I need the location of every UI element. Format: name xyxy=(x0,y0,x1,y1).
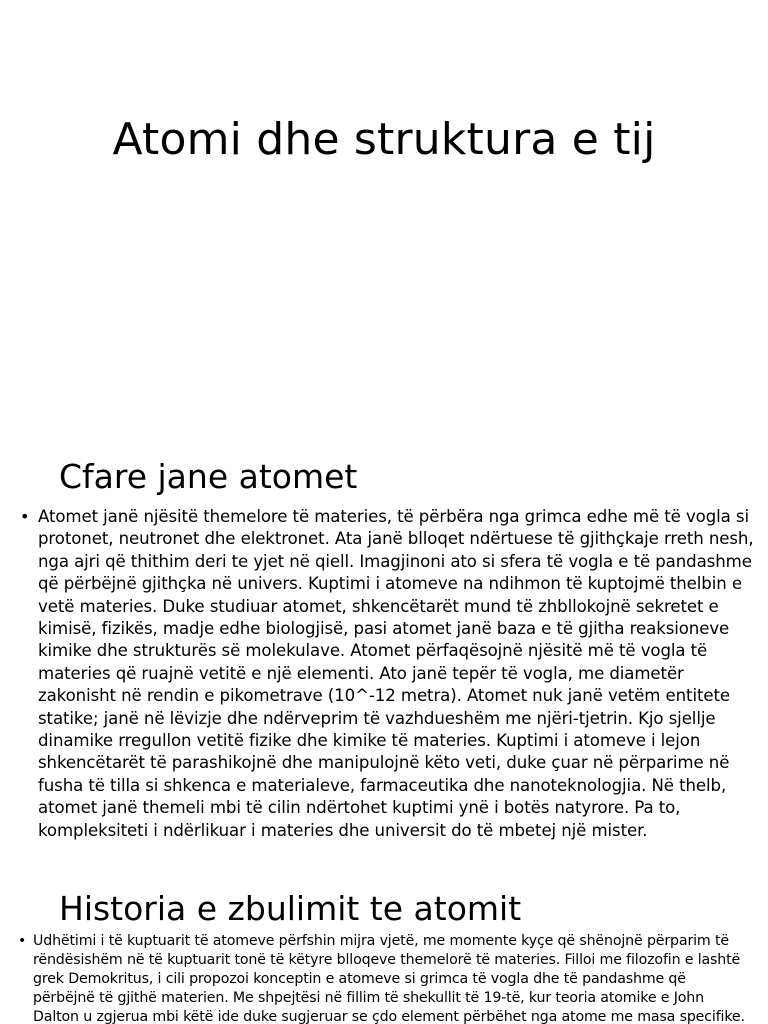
presentation-title: Atomi dhe struktura e tij xyxy=(112,114,656,165)
slide-heading: Historia e zbulimit te atomit xyxy=(59,889,522,928)
bullet-icon: • xyxy=(18,933,27,949)
bullet-text: Udhëtimi i të kuptuarit të atomeve përfshin mijra vjetë, me momente kyçe që shënojnë përparim të rëndësishëm në të kuptuarit tonë të këtyre blloqeve themelorë të materies. Filloi me filozofin e lashtë grek Demokritus, i cili propozoi konceptin e atomeve si grimca të vogla dhe të pandashme që përbëjnë të gjithë materien. Me shpejtësi në fillim të shekullit të 19-të, kur teoria atomike e John Dalton u zgjerua mbi këtë ide duke sugjeruar se çdo element përbëhet nga atome me masa specifike. xyxy=(33,933,745,1024)
bullet-item xyxy=(20,506,756,842)
slide-heading: Cfare jane atomet xyxy=(59,457,358,496)
bullet-list xyxy=(18,932,750,1024)
title-slide xyxy=(0,0,768,440)
content-slide-history xyxy=(0,870,768,1024)
bullet-text: Atomet janë njësitë themelore të materies, të përbëra nga grimca edhe më të vogla si protonet, neutronet dhe elektronet. Ata janë blloqet ndërtuese të gjithçkaje rreth nesh, nga ajri që thithim deri te yjet në qiell. Imagjinoni ato si sfera të vogla e të pandashme që përbëjnë gjithçka në univers. Kuptimi i atomeve na ndihmon të kuptojmë thelbin e vetë materies. Duke studiuar atomet, shkencëtarët mund të zhbllokojnë sekretet e kimisë, fizikës, madje edhe biologjisë, pasi atomet janë baza e të gjitha reaksioneve kimike dhe strukturës së molekulave. Atomet përfaqësojnë njësitë më të vogla të materies që ruajnë vetitë e një elementi. Ato janë tepër të vogla, me diametër zakonisht në rendin e pikometrave (10^-12 metra). Atomet nuk janë vetëm entitete statike; janë në lëvizje dhe ndërveprim të vazhdueshëm me njëri-tjetrin. Kjo sjellje dinamike rregullon vetitë fizike dhe kimike të materies. Kuptimi i atomeve i lejon shkencëtarët të parashikojnë dhe manipulojnë këto veti, duke çuar në përparime në fusha të tilla si shkenca e materialeve, farmaceutika dhe nanoteknologjia. Në thelb, atomet janë themeli mbi të cilin ndërtohet kuptimi ynë i botës natyrore. Pa to, kompleksiteti i ndërlikuar i materies dhe universit do të mbetej një mister. xyxy=(38,507,754,840)
content-slide-atoms xyxy=(0,440,768,870)
bullet-list xyxy=(20,506,756,842)
bullet-icon: • xyxy=(20,507,30,526)
bullet-item xyxy=(18,932,750,1024)
